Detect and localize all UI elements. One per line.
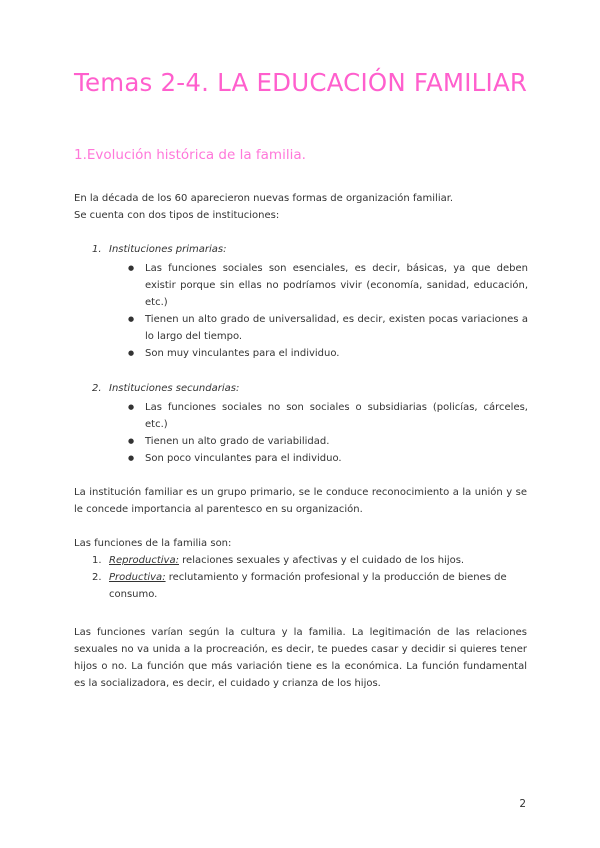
group-heading-label: Instituciones secundarias: <box>109 383 240 394</box>
function-text: reclutamiento y formación profesional y la producción de bienes de consumo. <box>109 572 507 600</box>
bullet-item <box>128 399 528 433</box>
bullet-text: Las funciones sociales no son sociales o subsidiarias (policías, cárceles, etc.) <box>145 402 528 430</box>
function-item <box>92 569 528 603</box>
intro-paragraph <box>74 190 534 224</box>
page-title: Temas 2-4. LA EDUCACIÓN FAMILIAR <box>74 68 528 97</box>
bullet-item <box>128 260 528 311</box>
functions-variation-paragraph: Las funciones varían según la cultura y la familia. La legitimación de las relaciones sexuales no va unida a la procreación, es decir, te puedes casar y decidir si quieres tener hijos o no. La función que más variación tiene es la económica. La función fundamental es la socializadora, es decir, el cuidado y crianza de los hijos. <box>74 627 527 689</box>
group-heading-secondary <box>92 380 239 397</box>
group-heading-primary <box>92 241 226 258</box>
family-institution-paragraph: La institución familiar es un grupo primario, se le conduce reconocimiento a la unión y se le concede importancia al parentesco en su organización. <box>74 487 527 515</box>
bullet-item <box>128 433 528 450</box>
function-term: Reproductiva: <box>109 555 179 566</box>
function-text: relaciones sexuales y afectivas y el cuidado de los hijos. <box>178 555 465 566</box>
function-term: Productiva: <box>109 572 166 583</box>
bullet-list-secondary <box>128 399 528 467</box>
page-number: 2 <box>519 798 526 810</box>
group-number: 1. <box>92 244 102 255</box>
function-number: 2. <box>92 572 102 583</box>
bullet-item <box>128 311 528 345</box>
bullet-text: Son muy vinculantes para el individuo. <box>145 348 340 359</box>
bullet-list-primary <box>128 260 528 362</box>
intro-line: En la década de los 60 aparecieron nuevas formas de organización familiar. <box>74 193 454 204</box>
bullet-text: Son poco vinculantes para el individuo. <box>145 453 342 464</box>
group-number: 2. <box>92 383 102 394</box>
functions-intro: Las funciones de la familia son: <box>74 538 232 549</box>
bullet-item <box>128 450 528 467</box>
functions-list <box>92 552 528 603</box>
bullet-text: Las funciones sociales son esenciales, es decir, básicas, ya que deben existir porque sin ellas no podríamos vivir (economía, sanidad, educación, etc.) <box>145 263 528 308</box>
bullet-text: Tienen un alto grado de universalidad, es decir, existen pocas variaciones a lo largo del tiempo. <box>145 314 528 342</box>
bullet-item <box>128 345 528 362</box>
bullet-text: Tienen un alto grado de variabilidad. <box>145 436 330 447</box>
function-item <box>92 552 528 569</box>
function-number: 1. <box>92 555 102 566</box>
intro-line: Se cuenta con dos tipos de instituciones: <box>74 210 280 221</box>
section-title: 1.Evolución histórica de la familia. <box>74 147 306 163</box>
group-heading-label: Instituciones primarias: <box>109 244 227 255</box>
